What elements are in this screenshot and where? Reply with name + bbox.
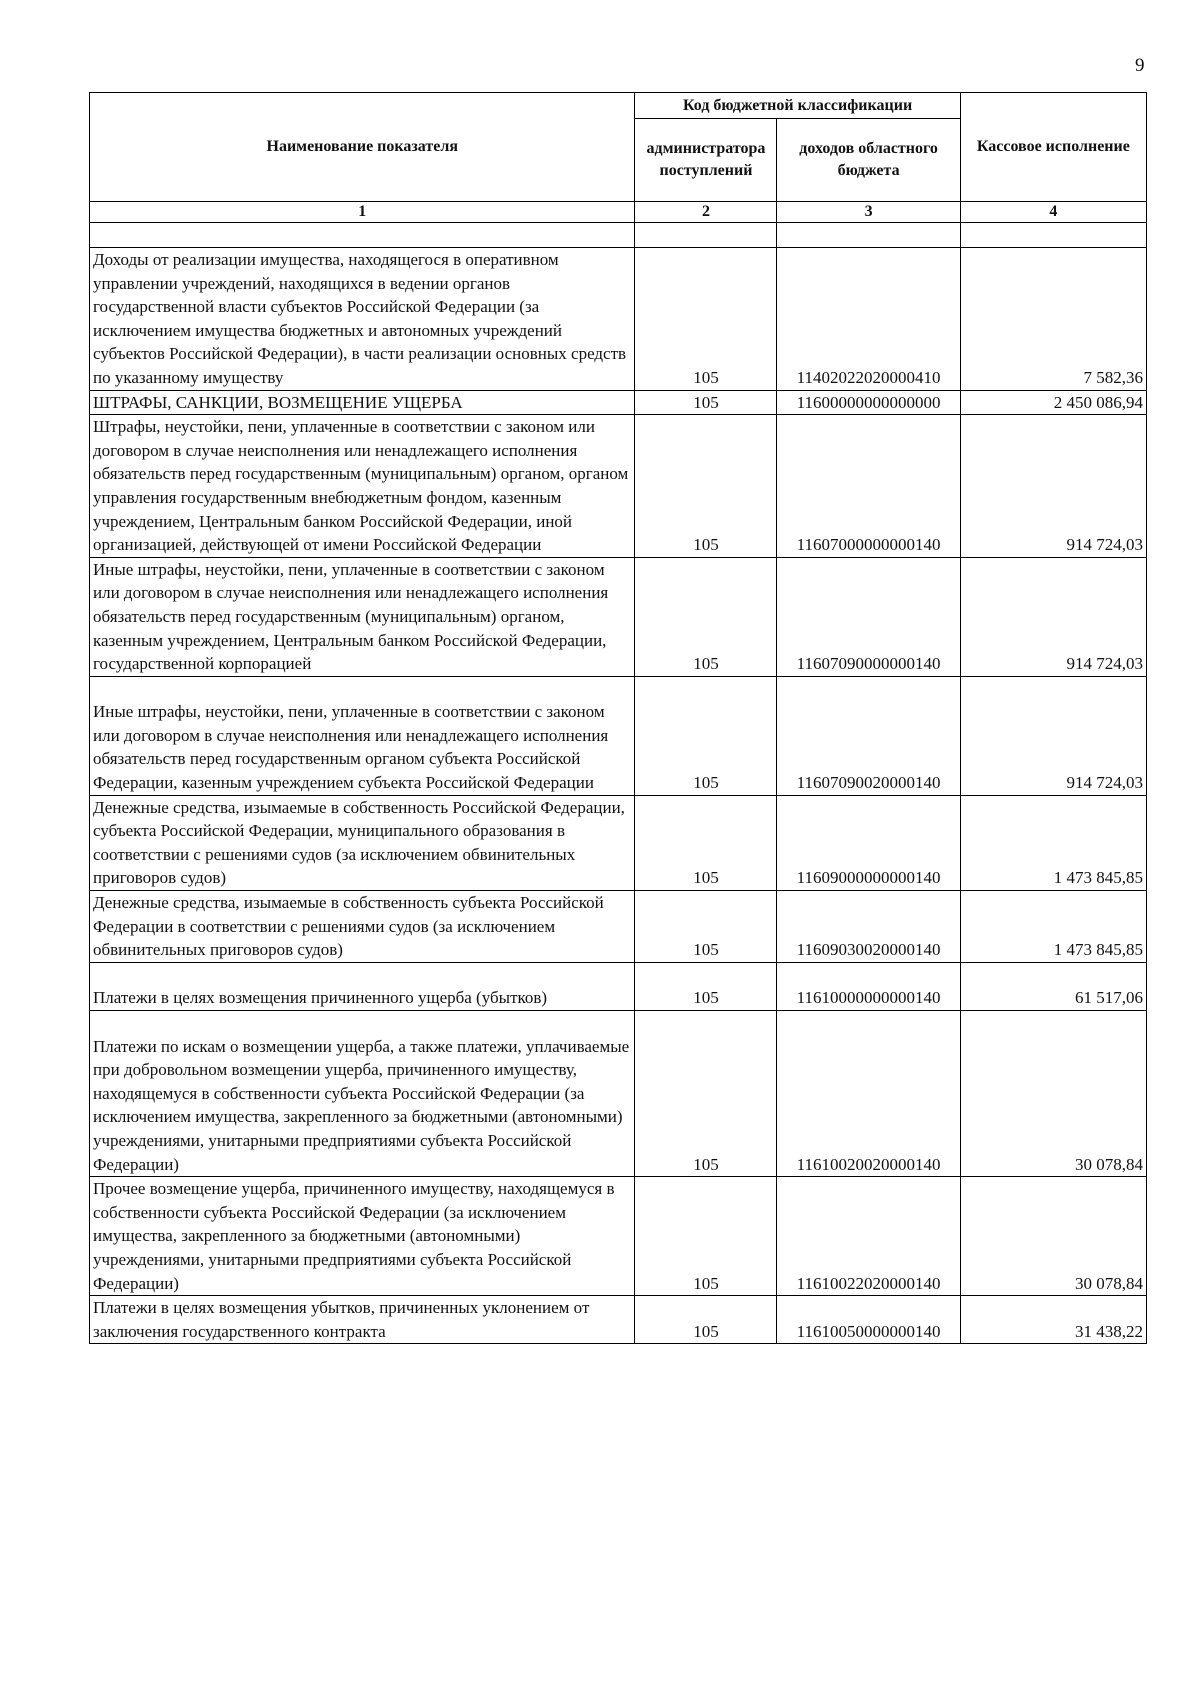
table-row: [90, 795, 1147, 890]
table-row: [90, 415, 1147, 558]
row-budget-code: 11610000000000140: [777, 962, 960, 1010]
header-regional-revenue: доходов областного бюджета: [777, 119, 960, 202]
row-budget-code: 11610020020000140: [777, 1011, 960, 1177]
row-name: Доходы от реализации имущества, находящегося в оперативном управлении учреждений, находящихся в ведении органов государственной власти субъектов Российской Федерации (за исключением имущества бюджетных и автономных учреждений субъектов Российской Федерации), в части реализации основных средств по указанному имуществу: [90, 248, 635, 391]
row-amount: 30 078,84: [960, 1011, 1146, 1177]
row-budget-code: 11607090020000140: [777, 676, 960, 795]
row-name: Денежные средства, изымаемые в собственность Российской Федерации, субъекта Российской Федерации, муниципального образования в соответствии с решениями судов (за исключением обвинительных приговоров судов): [90, 795, 635, 890]
row-name: Платежи по искам о возмещении ущерба, а также платежи, уплачиваемые при добровольном возмещении ущерба, причиненного имуществу, находящемуся в собственности субъекта Российской Федерации (за исключением имущества, закрепленного за бюджетными (автономными) учреждениями, унитарными предприятиями субъекта Российской Федерации): [90, 1011, 635, 1177]
row-name: Денежные средства, изымаемые в собственность субъекта Российской Федерации в соответствии с решениями судов (за исключением обвинительных приговоров судов): [90, 891, 635, 963]
row-admin-code: 105: [635, 557, 777, 676]
row-amount: 914 724,03: [960, 415, 1146, 558]
table-row: [90, 248, 1147, 391]
revenue-table: [89, 92, 1147, 1344]
table-row: [90, 557, 1147, 676]
column-number: 3: [777, 202, 960, 223]
row-admin-code: 105: [635, 415, 777, 558]
row-amount: 1 473 845,85: [960, 795, 1146, 890]
column-number: 1: [90, 202, 635, 223]
table-row: [90, 891, 1147, 963]
row-amount: 30 078,84: [960, 1177, 1146, 1296]
row-budget-code: 11610050000000140: [777, 1296, 960, 1344]
header-administrator: администратора поступлений: [635, 119, 777, 202]
column-number: 4: [960, 202, 1146, 223]
row-budget-code: 11607090000000140: [777, 557, 960, 676]
header-budget-code-group: Код бюджетной классификации: [635, 93, 960, 119]
row-amount: 31 438,22: [960, 1296, 1146, 1344]
column-number: 2: [635, 202, 777, 223]
row-amount: 914 724,03: [960, 557, 1146, 676]
row-budget-code: 11610022020000140: [777, 1177, 960, 1296]
table-row: [90, 390, 1147, 415]
row-amount: 914 724,03: [960, 676, 1146, 795]
row-budget-code: 11607000000000140: [777, 415, 960, 558]
table-row: [90, 1011, 1147, 1177]
row-budget-code: 11600000000000000: [777, 390, 960, 415]
row-budget-code: 11402022020000410: [777, 248, 960, 391]
table-row: [90, 1177, 1147, 1296]
row-amount: 61 517,06: [960, 962, 1146, 1010]
row-admin-code: 105: [635, 1177, 777, 1296]
row-admin-code: 105: [635, 1296, 777, 1344]
row-admin-code: 105: [635, 795, 777, 890]
row-name: Прочее возмещение ущерба, причиненного имуществу, находящемуся в собственности субъекта Российской Федерации (за исключением имущества, закрепленного за бюджетными (автономными) учреждениями, унитарными предприятиями субъекта Российской Федерации): [90, 1177, 635, 1296]
row-admin-code: 105: [635, 891, 777, 963]
row-name: Платежи в целях возмещения причиненного ущерба (убытков): [90, 962, 635, 1010]
row-name: ШТРАФЫ, САНКЦИИ, ВОЗМЕЩЕНИЕ УЩЕРБА: [90, 390, 635, 415]
header-indicator-name: Наименование показателя: [90, 93, 635, 202]
row-admin-code: 105: [635, 248, 777, 391]
row-admin-code: 105: [635, 962, 777, 1010]
row-admin-code: 105: [635, 1011, 777, 1177]
row-amount: 2 450 086,94: [960, 390, 1146, 415]
table-row: [90, 1296, 1147, 1344]
row-name: Иные штрафы, неустойки, пени, уплаченные в соответствии с законом или договором в случае неисполнения или ненадлежащего исполнения обязательств перед государственным органом субъекта Российской Федерации, казенным учреждением субъекта Российской Федерации: [90, 676, 635, 795]
spacer-row: [90, 223, 1147, 248]
row-name: Иные штрафы, неустойки, пени, уплаченные в соответствии с законом или договором в случае неисполнения или ненадлежащего исполнения обязательств перед государственным (муниципальным) органом, казенным учреждением, Центральным банком Российской Федерации, государственной корпорацией: [90, 557, 635, 676]
row-admin-code: 105: [635, 676, 777, 795]
row-admin-code: 105: [635, 390, 777, 415]
row-amount: 1 473 845,85: [960, 891, 1146, 963]
row-amount: 7 582,36: [960, 248, 1146, 391]
row-budget-code: 11609000000000140: [777, 795, 960, 890]
row-budget-code: 11609030020000140: [777, 891, 960, 963]
row-name: Платежи в целях возмещения убытков, причиненных уклонением от заключения государственного контракта: [90, 1296, 635, 1344]
header-cash-execution: Кассовое исполнение: [960, 93, 1146, 202]
row-name: Штрафы, неустойки, пени, уплаченные в соответствии с законом или договором в случае неисполнения или ненадлежащего исполнения обязательств перед государственным (муниципальным) органом, органом управления государственным внебюджетным фондом, казенным учреждением, Центральным банком Российской Федерации, иной организацией, действующей от имени Российской Федерации: [90, 415, 635, 558]
table-row: [90, 676, 1147, 795]
page-number: 9: [1135, 55, 1145, 76]
table-row: [90, 962, 1147, 1010]
